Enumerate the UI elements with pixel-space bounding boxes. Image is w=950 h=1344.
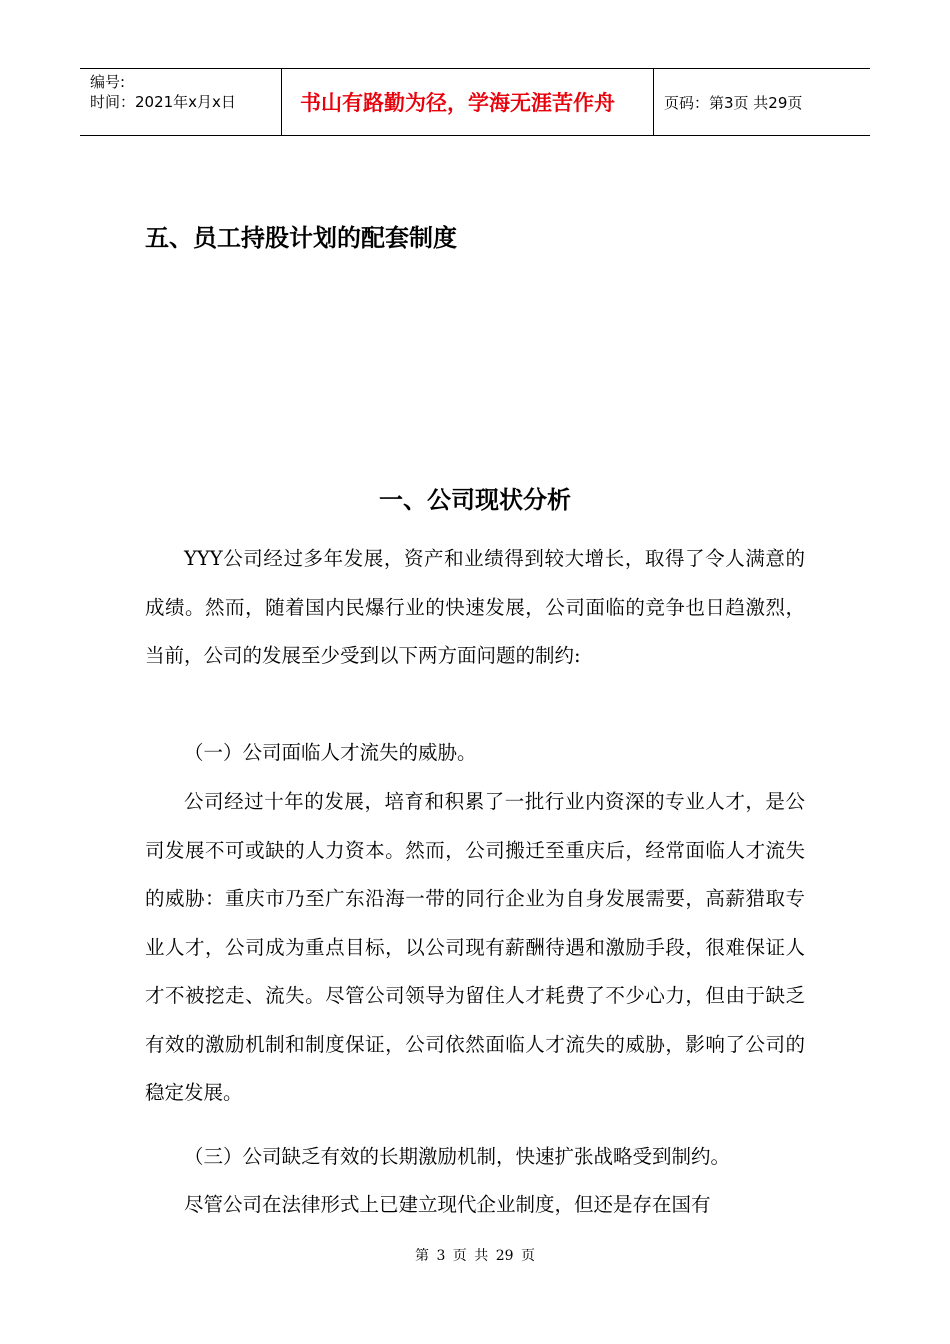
time-label: 时间：2021年x月x日 xyxy=(90,93,236,111)
chapter-title: 一、公司现状分析 xyxy=(379,486,571,514)
paragraph: （一）公司面临人才流失的威胁。 xyxy=(184,741,477,764)
paragraph: 公司经过十年的发展，培育和积累了一批行业内资深的专业人才，是公司发展不可或缺的人力资本。然而，公司搬迁至重庆后，经常面临人才流失的威胁：重庆市乃至广东沿海一带的同行企业为自身发展需要，高薪猎取专业人才，公司成为重点目标，以公司现有薪酬待遇和激励手段，很难保证人才不被挖走、流失。尽管公司领导为留住人才耗费了不少心力，但由于缺乏有效的激励机制和制度保证，公司依然面临人才流失的威胁，影响了公司的稳定发展。 xyxy=(145,790,805,1104)
paragraph: YYY公司经过多年发展，资产和业绩得到较大增长，取得了令人满意的成绩。然而，随着国内民爆行业的快速发展，公司面临的竞争也日趋激烈，当前，公司的发展至少受到以下两方面问题的制约: xyxy=(145,547,805,667)
page-footer: 第 3 页 共 29 页 xyxy=(415,1248,535,1264)
number-label: 编号: xyxy=(90,73,126,91)
document-header xyxy=(80,68,870,136)
section-heading: 五、员工持股计划的配套制度 xyxy=(145,224,457,252)
header-motto: 书山有路勤为径，学海无涯苦作舟 xyxy=(281,69,654,135)
paragraph: （三）公司缺乏有效的长期激励机制，快速扩张战略受到制约。 xyxy=(184,1145,731,1168)
header-page-info: 页码：第3页 共29页 xyxy=(664,93,803,112)
header-meta xyxy=(80,69,281,135)
paragraph: 尽管公司在法律形式上已建立现代企业制度，但还是存在国有 xyxy=(184,1193,711,1216)
